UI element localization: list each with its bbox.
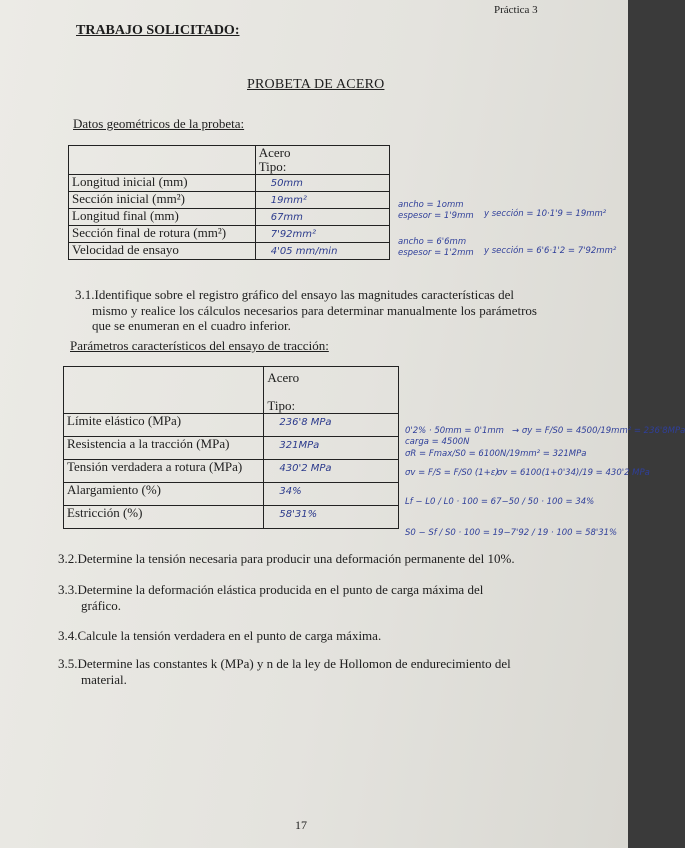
row-label: Límite elástico (MPa) [64, 414, 264, 437]
material-label: Acero [258, 145, 291, 160]
page-number: 17 [295, 818, 307, 832]
row-label: Resistencia a la tracción (MPa) [64, 437, 264, 460]
row-value [264, 460, 399, 483]
table-row [64, 437, 399, 460]
row-value [264, 483, 399, 506]
geometric-heading: Datos geométricos de la probeta: [73, 116, 245, 131]
question-text: Determine la tensión necesaria para producir una deformación permanente del 10%. [77, 551, 515, 566]
handwritten-value: 321MPa [279, 440, 320, 451]
handwritten-note: y sección = 10·1'9 = 19mm² [484, 209, 607, 219]
table-cell [64, 367, 264, 414]
question-text: Determine la deformación elástica producida en el punto de carga máxima del [77, 582, 484, 597]
handwritten-value: 236'8 MPa [279, 417, 332, 428]
row-label: Longitud final (mm) [69, 209, 256, 226]
handwritten-value: 19mm² [270, 195, 307, 206]
question-text: Identifique sobre el registro gráfico del ensayo las magnitudes características del [94, 287, 514, 302]
parameters-heading: Parámetros característicos del ensayo de tracción: [70, 338, 329, 353]
table-row [69, 192, 390, 209]
table-row [69, 243, 390, 260]
handwritten-note: y sección = 6'6·1'2 = 7'92mm² [484, 246, 617, 256]
type-label: Tipo: [267, 398, 296, 413]
material-label: Acero [267, 370, 300, 385]
handwritten-note: σv = 6100(1+0'34)/19 = 430'2 MPa [497, 468, 650, 478]
row-value [255, 192, 389, 209]
row-label: Alargamiento (%) [64, 483, 264, 506]
handwritten-value: 50mm [270, 178, 303, 189]
row-label: Sección final de rotura (mm²) [69, 226, 256, 243]
question-3-3 [58, 582, 538, 613]
row-label: Longitud inicial (mm) [69, 175, 256, 192]
table-row [69, 226, 390, 243]
table-row [64, 483, 399, 506]
handwritten-note: 0'2% · 50mm = 0'1mm [405, 426, 504, 436]
question-text: Calcule la tensión verdadera en el punto de carga máxima. [77, 628, 382, 643]
question-number: 3.1. [75, 287, 95, 302]
handwritten-value: 430'2 MPa [279, 463, 332, 474]
section-title: PROBETA DE ACERO [247, 77, 385, 92]
handwritten-note: ancho = 6'6mm [398, 237, 467, 247]
handwritten-note: → σy = F/S0 = 4500/19mm² = 236'8MPa [512, 426, 685, 436]
geometric-table [68, 145, 390, 260]
handwritten-value: 67mm [270, 212, 303, 223]
material-header-cell [264, 367, 399, 414]
row-label: Velocidad de ensayo [69, 243, 256, 260]
type-label: Tipo: [258, 159, 287, 174]
row-value [264, 506, 399, 529]
handwritten-note: S0 − Sf / S0 · 100 = 19−7'92 / 19 · 100 = 58'31% [405, 528, 618, 538]
question-number: 3.4. [58, 628, 78, 643]
handwritten-value: 4'05 mm/min [270, 246, 338, 257]
table-row [64, 367, 399, 414]
table-row [69, 146, 390, 175]
row-value [255, 175, 389, 192]
table-cell [69, 146, 256, 175]
table-row [64, 506, 399, 529]
handwritten-value: 58'31% [279, 509, 318, 520]
row-value [264, 414, 399, 437]
table-row [64, 460, 399, 483]
handwritten-note: Lf − L0 / L0 · 100 = 67−50 / 50 · 100 = 34% [405, 497, 595, 507]
question-3-2 [58, 551, 538, 567]
question-number: 3.5. [58, 656, 78, 671]
handwritten-value: 7'92mm² [270, 229, 317, 240]
handwritten-value: 34% [279, 486, 302, 497]
row-label: Sección inicial (mm²) [69, 192, 256, 209]
handwritten-note: σv = F/S = F/S0 (1+ε) [405, 468, 499, 478]
practice-label: Práctica 3 [494, 4, 538, 16]
handwritten-note: espesor = 1'2mm [398, 248, 474, 258]
row-value [264, 437, 399, 460]
question-number: 3.3. [58, 582, 78, 597]
work-title: TRABAJO SOLICITADO: [76, 23, 240, 38]
question-text: Determine las constantes k (MPa) y n de la ley de Hollomon de endurecimiento del [77, 656, 511, 671]
table-row [69, 175, 390, 192]
handwritten-note: carga = 4500N [405, 437, 470, 447]
material-header-cell [255, 146, 389, 175]
question-3-4 [58, 628, 538, 644]
row-value [255, 226, 389, 243]
handwritten-note: ancho = 1omm [398, 200, 464, 210]
table-row [64, 414, 399, 437]
question-text-continued: material. [81, 671, 127, 687]
question-text-continued: mismo y realice los cálculos necesarios para determinar manualmente los parámetros que se enumeran en el cuadro inferior. [92, 302, 537, 333]
table-row [69, 209, 390, 226]
question-number: 3.2. [58, 551, 78, 566]
parameters-table [63, 366, 399, 529]
row-value [255, 243, 389, 260]
handwritten-note: espesor = 1'9mm [398, 211, 474, 221]
question-text-continued: gráfico. [81, 597, 122, 613]
question-3-1 [75, 287, 537, 334]
question-3-5 [58, 656, 538, 687]
row-label: Tensión verdadera a rotura (MPa) [64, 460, 264, 483]
row-label: Estricción (%) [64, 506, 264, 529]
handwritten-note: σR = Fmax/S0 = 6100N/19mm² = 321MPa [405, 449, 587, 459]
row-value [255, 209, 389, 226]
